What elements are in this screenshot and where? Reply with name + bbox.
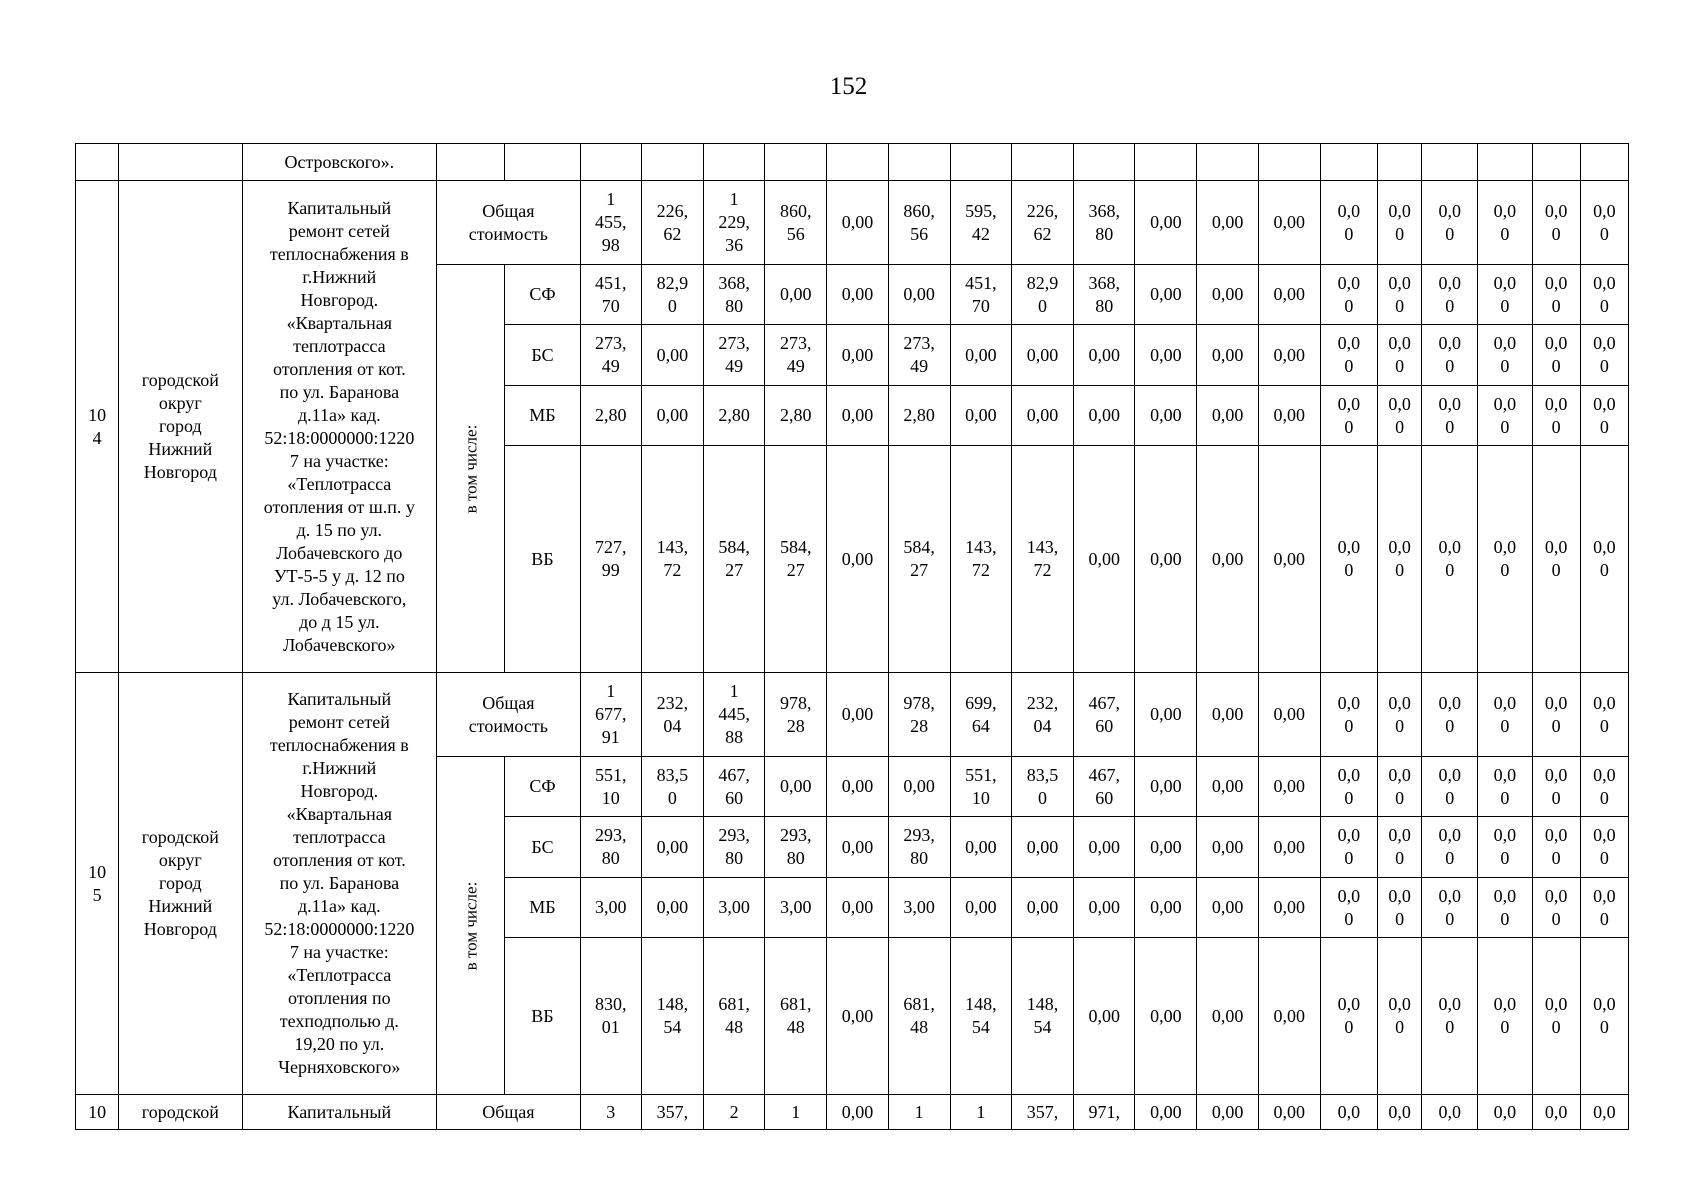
- value-cell: 0,0 0: [1422, 878, 1478, 938]
- value-cell: 0,0: [1478, 1095, 1532, 1130]
- table-row: [76, 673, 1629, 757]
- value-cell: 0,00: [827, 673, 888, 757]
- value-cell: 860, 56: [765, 181, 827, 265]
- value-cell: 0,0 0: [1580, 446, 1628, 673]
- value-cell: 0,0 0: [1478, 938, 1532, 1095]
- value-cell: [950, 144, 1011, 181]
- value-cell: 3,00: [580, 878, 641, 938]
- value-cell: 0,0 0: [1378, 938, 1422, 1095]
- value-cell: 1: [888, 1095, 950, 1130]
- value-cell: 830, 01: [580, 938, 641, 1095]
- table-row: [76, 144, 1629, 181]
- value-cell: [1074, 144, 1135, 181]
- value-cell: 0,0 0: [1478, 265, 1532, 325]
- value-cell: 0,00: [888, 265, 950, 325]
- total-cost-label: Общая: [437, 1095, 580, 1130]
- source-label-vb: ВБ: [505, 446, 580, 673]
- value-cell: 0,00: [1258, 817, 1320, 878]
- value-cell: 0,0 0: [1580, 265, 1628, 325]
- value-cell: 368, 80: [1074, 265, 1135, 325]
- value-cell: 0,00: [1258, 757, 1320, 817]
- value-cell: 0,00: [1011, 325, 1073, 386]
- value-cell: [765, 144, 827, 181]
- budget-table-body: [76, 144, 1629, 1130]
- value-cell: 1 229, 36: [703, 181, 764, 265]
- value-cell: 357,: [1011, 1095, 1073, 1130]
- object-name-cell: Капитальный: [242, 1095, 437, 1130]
- value-cell: 595, 42: [950, 181, 1011, 265]
- value-cell: 0,00: [1074, 878, 1135, 938]
- value-cell: 0,0 0: [1478, 673, 1532, 757]
- value-cell: 0,0 0: [1378, 325, 1422, 386]
- value-cell: 0,00: [1197, 817, 1258, 878]
- territory-cell: городской округ город Нижний Новгород: [119, 673, 242, 1095]
- value-cell: 860, 56: [888, 181, 950, 265]
- value-cell: 148, 54: [950, 938, 1011, 1095]
- value-cell: 727, 99: [580, 446, 641, 673]
- value-cell: 0,0 0: [1422, 181, 1478, 265]
- value-cell: [888, 144, 950, 181]
- row-number-cell: 10 5: [76, 673, 119, 1095]
- value-cell: 0,0: [1580, 1095, 1628, 1130]
- source-label-bs: БС: [505, 817, 580, 878]
- value-cell: 0,0 0: [1580, 673, 1628, 757]
- value-cell: 273, 49: [580, 325, 641, 386]
- value-cell: [1378, 144, 1422, 181]
- value-cell: 293, 80: [580, 817, 641, 878]
- value-cell: 0,00: [1197, 386, 1258, 446]
- value-cell: 0,00: [1074, 386, 1135, 446]
- source-label-bs: БС: [505, 325, 580, 386]
- source-label-sf: СФ: [505, 757, 580, 817]
- value-cell: 0,0 0: [1478, 817, 1532, 878]
- value-cell: 0,0 0: [1532, 938, 1580, 1095]
- value-cell: 0,0 0: [1532, 386, 1580, 446]
- value-cell: 0,00: [1258, 325, 1320, 386]
- value-cell: 0,00: [765, 265, 827, 325]
- value-cell: 143, 72: [950, 446, 1011, 673]
- value-cell: 0,0 0: [1478, 446, 1532, 673]
- value-cell: 0,00: [1197, 673, 1258, 757]
- value-cell: 143, 72: [1011, 446, 1073, 673]
- value-cell: 0,00: [827, 446, 888, 673]
- value-cell: 0,00: [1135, 1095, 1197, 1130]
- value-cell: 0,0 0: [1422, 325, 1478, 386]
- value-cell: 357,: [641, 1095, 703, 1130]
- value-cell: 699, 64: [950, 673, 1011, 757]
- vertical-label: в том числе:: [461, 881, 481, 970]
- value-cell: 0,00: [1011, 817, 1073, 878]
- value-cell: 467, 60: [703, 757, 764, 817]
- total-cost-label: Общая стоимость: [437, 673, 580, 757]
- value-cell: 0,0 0: [1378, 817, 1422, 878]
- value-cell: 2: [703, 1095, 764, 1130]
- value-cell: 0,00: [827, 878, 888, 938]
- value-cell: 0,0 0: [1580, 181, 1628, 265]
- value-cell: 3: [580, 1095, 641, 1130]
- value-cell: 0,00: [765, 757, 827, 817]
- value-cell: 0,00: [1258, 446, 1320, 673]
- value-cell: 3,00: [888, 878, 950, 938]
- value-cell: [641, 144, 703, 181]
- value-cell: 0,00: [1258, 938, 1320, 1095]
- value-cell: 0,0 0: [1422, 938, 1478, 1095]
- value-cell: 0,00: [950, 386, 1011, 446]
- value-cell: 0,00: [1197, 878, 1258, 938]
- value-cell: 0,00: [1258, 386, 1320, 446]
- value-cell: 83,5 0: [1011, 757, 1073, 817]
- value-cell: 0,00: [641, 817, 703, 878]
- value-cell: 226, 62: [1011, 181, 1073, 265]
- value-cell: 82,9 0: [1011, 265, 1073, 325]
- value-cell: 551, 10: [580, 757, 641, 817]
- value-cell: 0,0 0: [1532, 181, 1580, 265]
- value-cell: 0,0 0: [1580, 817, 1628, 878]
- value-cell: 681, 48: [765, 938, 827, 1095]
- value-cell: [1011, 144, 1073, 181]
- value-cell: 293, 80: [703, 817, 764, 878]
- value-cell: 0,0 0: [1532, 265, 1580, 325]
- value-cell: 0,00: [827, 938, 888, 1095]
- value-cell: 0,00: [1197, 325, 1258, 386]
- source-label-mb: МБ: [505, 878, 580, 938]
- value-cell: [1478, 144, 1532, 181]
- value-cell: 0,0 0: [1580, 878, 1628, 938]
- value-cell: 0,00: [827, 181, 888, 265]
- value-cell: 451, 70: [580, 265, 641, 325]
- num-cell: [76, 144, 119, 181]
- value-cell: 83,5 0: [641, 757, 703, 817]
- value-cell: [1197, 144, 1258, 181]
- value-cell: 232, 04: [1011, 673, 1073, 757]
- value-cell: [580, 144, 641, 181]
- value-cell: 0,00: [1135, 673, 1197, 757]
- value-cell: 0,00: [888, 757, 950, 817]
- value-cell: 0,00: [1258, 1095, 1320, 1130]
- value-cell: [1422, 144, 1478, 181]
- value-cell: [703, 144, 764, 181]
- value-cell: 368, 80: [1074, 181, 1135, 265]
- value-cell: 0,0: [1378, 1095, 1422, 1130]
- value-cell: 273, 49: [765, 325, 827, 386]
- value-cell: 0,0 0: [1532, 325, 1580, 386]
- value-cell: 148, 54: [641, 938, 703, 1095]
- object-name-cell: Капитальный ремонт сетей теплоснабжения в г.Нижний Новгород. «Квартальная теплотрасса отопления от кот. по ул. Баранова д.11а» кад. 52:18:0000000:1220 7 на участке: «Теплотрасса отопления по техподполью д. 19,20 по ул. Черняховского»: [242, 673, 437, 1095]
- value-cell: 1 455, 98: [580, 181, 641, 265]
- value-cell: 0,00: [827, 386, 888, 446]
- vertical-label: в том числе:: [461, 424, 481, 513]
- value-cell: 0,0 0: [1320, 386, 1377, 446]
- value-cell: 293, 80: [888, 817, 950, 878]
- object-name-cell: Капитальный ремонт сетей теплоснабжения в г.Нижний Новгород. «Квартальная теплотрасса отопления от кот. по ул. Баранова д.11а» кад. 52:18:0000000:1220 7 на участке: «Теплотрасса отопления от ш.п. у д. 15 по ул. Лобачевского до УТ-5-5 у д. 12 по ул. Лобачевского, до д 15 ул. Лобачевского»: [242, 181, 437, 673]
- value-cell: 0,00: [1135, 446, 1197, 673]
- value-cell: 293, 80: [765, 817, 827, 878]
- value-cell: 681, 48: [888, 938, 950, 1095]
- value-cell: 1: [950, 1095, 1011, 1130]
- value-cell: 0,00: [1135, 878, 1197, 938]
- value-cell: 0,0 0: [1478, 757, 1532, 817]
- value-cell: 0,0 0: [1422, 446, 1478, 673]
- value-cell: 0,00: [1135, 325, 1197, 386]
- value-cell: 0,0: [1532, 1095, 1580, 1130]
- value-cell: 0,00: [1135, 817, 1197, 878]
- page-number: 152: [829, 73, 868, 100]
- value-cell: 0,0 0: [1478, 878, 1532, 938]
- value-cell: 0,00: [827, 817, 888, 878]
- value-cell: 0,00: [950, 878, 1011, 938]
- territory-cell: городской округ город Нижний Новгород: [119, 181, 242, 673]
- value-cell: 584, 27: [765, 446, 827, 673]
- value-cell: 0,0 0: [1320, 757, 1377, 817]
- value-cell: 0,0 0: [1478, 181, 1532, 265]
- value-cell: 0,00: [1258, 181, 1320, 265]
- value-cell: 584, 27: [703, 446, 764, 673]
- value-cell: 0,0 0: [1320, 181, 1377, 265]
- value-cell: [827, 144, 888, 181]
- value-cell: 0,0: [1320, 1095, 1377, 1130]
- value-cell: 0,0 0: [1320, 938, 1377, 1095]
- value-cell: 0,0 0: [1320, 673, 1377, 757]
- value-cell: 0,00: [827, 757, 888, 817]
- value-cell: 0,0 0: [1532, 817, 1580, 878]
- value-cell: 0,00: [1197, 446, 1258, 673]
- value-cell: [1135, 144, 1197, 181]
- value-cell: 0,0 0: [1378, 673, 1422, 757]
- value-cell: 226, 62: [641, 181, 703, 265]
- value-cell: [1320, 144, 1377, 181]
- table-row: [76, 181, 1629, 265]
- value-cell: 3,00: [703, 878, 764, 938]
- value-cell: 232, 04: [641, 673, 703, 757]
- total-cost-label: Общая стоимость: [437, 181, 580, 265]
- value-cell: 3,00: [765, 878, 827, 938]
- value-cell: 0,0 0: [1378, 446, 1422, 673]
- value-cell: 0,0 0: [1422, 757, 1478, 817]
- value-cell: 0,0 0: [1580, 757, 1628, 817]
- value-cell: [1580, 144, 1628, 181]
- value-cell: 1 677, 91: [580, 673, 641, 757]
- value-cell: 0,00: [1074, 446, 1135, 673]
- value-cell: 0,00: [641, 325, 703, 386]
- row-number-cell: 10 4: [76, 181, 119, 673]
- value-cell: 0,00: [1135, 386, 1197, 446]
- value-cell: 273, 49: [703, 325, 764, 386]
- value-cell: 971,: [1074, 1095, 1135, 1130]
- value-cell: 2,80: [765, 386, 827, 446]
- value-cell: 82,9 0: [641, 265, 703, 325]
- value-cell: 0,00: [950, 817, 1011, 878]
- value-cell: 0,00: [950, 325, 1011, 386]
- value-cell: 0,0 0: [1580, 386, 1628, 446]
- value-cell: 584, 27: [888, 446, 950, 673]
- value-cell: 978, 28: [765, 673, 827, 757]
- value-cell: 0,0 0: [1378, 265, 1422, 325]
- value-cell: 0,0 0: [1320, 446, 1377, 673]
- value-cell: 0,00: [1135, 181, 1197, 265]
- value-cell: 0,0 0: [1532, 878, 1580, 938]
- value-cell: 0,00: [1258, 265, 1320, 325]
- value-cell: 2,80: [580, 386, 641, 446]
- territory-cell: [119, 144, 242, 181]
- value-cell: 0,0 0: [1532, 673, 1580, 757]
- value-cell: 467, 60: [1074, 673, 1135, 757]
- budget-table: [75, 143, 1629, 1130]
- value-cell: 0,00: [1197, 181, 1258, 265]
- value-cell: 0,00: [1011, 386, 1073, 446]
- value-cell: 0,0 0: [1378, 181, 1422, 265]
- value-cell: 0,00: [1197, 1095, 1258, 1130]
- value-cell: 681, 48: [703, 938, 764, 1095]
- value-cell: 1 445, 88: [703, 673, 764, 757]
- value-cell: 0,0 0: [1320, 265, 1377, 325]
- value-cell: 0,0 0: [1580, 325, 1628, 386]
- value-cell: 0,0 0: [1422, 817, 1478, 878]
- including-label: [437, 265, 505, 673]
- value-cell: 0,00: [827, 1095, 888, 1130]
- value-cell: 368, 80: [703, 265, 764, 325]
- value-cell: 0,0 0: [1378, 878, 1422, 938]
- value-cell: 148, 54: [1011, 938, 1073, 1095]
- funding-source-cell: [505, 144, 580, 181]
- value-cell: 0,00: [1074, 325, 1135, 386]
- value-cell: 0,00: [1135, 938, 1197, 1095]
- value-cell: 0,00: [1197, 938, 1258, 1095]
- value-cell: 0,0 0: [1422, 673, 1478, 757]
- value-cell: [1532, 144, 1580, 181]
- value-cell: 0,0 0: [1378, 386, 1422, 446]
- including-label: [437, 757, 505, 1095]
- value-cell: 467, 60: [1074, 757, 1135, 817]
- value-cell: 0,00: [827, 265, 888, 325]
- row-number-cell: 10: [76, 1095, 119, 1130]
- value-cell: 0,00: [1197, 265, 1258, 325]
- value-cell: 451, 70: [950, 265, 1011, 325]
- value-cell: 0,0 0: [1580, 938, 1628, 1095]
- value-cell: [1258, 144, 1320, 181]
- value-cell: 0,00: [641, 878, 703, 938]
- value-cell: 0,0 0: [1478, 386, 1532, 446]
- value-cell: 0,0 0: [1320, 817, 1377, 878]
- value-cell: 0,0 0: [1320, 325, 1377, 386]
- funding-type-cell: [437, 144, 505, 181]
- value-cell: 0,0 0: [1422, 386, 1478, 446]
- value-cell: 0,00: [1197, 757, 1258, 817]
- value-cell: 2,80: [703, 386, 764, 446]
- value-cell: 273, 49: [888, 325, 950, 386]
- value-cell: 0,00: [827, 325, 888, 386]
- source-label-mb: МБ: [505, 386, 580, 446]
- object-name-cell: Островского».: [242, 144, 437, 181]
- value-cell: 1: [765, 1095, 827, 1130]
- value-cell: 0,00: [1011, 878, 1073, 938]
- value-cell: 0,0 0: [1320, 878, 1377, 938]
- value-cell: 0,00: [1074, 938, 1135, 1095]
- value-cell: 0,00: [1074, 817, 1135, 878]
- value-cell: 2,80: [888, 386, 950, 446]
- table-row: [76, 1095, 1629, 1130]
- value-cell: 0,0 0: [1478, 325, 1532, 386]
- value-cell: 0,0 0: [1532, 757, 1580, 817]
- value-cell: 0,0 0: [1378, 757, 1422, 817]
- value-cell: 551, 10: [950, 757, 1011, 817]
- value-cell: 978, 28: [888, 673, 950, 757]
- value-cell: 143, 72: [641, 446, 703, 673]
- value-cell: 0,0: [1422, 1095, 1478, 1130]
- value-cell: 0,0 0: [1422, 265, 1478, 325]
- source-label-sf: СФ: [505, 265, 580, 325]
- value-cell: 0,00: [1135, 265, 1197, 325]
- value-cell: 0,00: [1258, 878, 1320, 938]
- territory-cell: городской: [119, 1095, 242, 1130]
- source-label-vb: ВБ: [505, 938, 580, 1095]
- value-cell: 0,0 0: [1532, 446, 1580, 673]
- value-cell: 0,00: [641, 386, 703, 446]
- value-cell: 0,00: [1258, 673, 1320, 757]
- value-cell: 0,00: [1135, 757, 1197, 817]
